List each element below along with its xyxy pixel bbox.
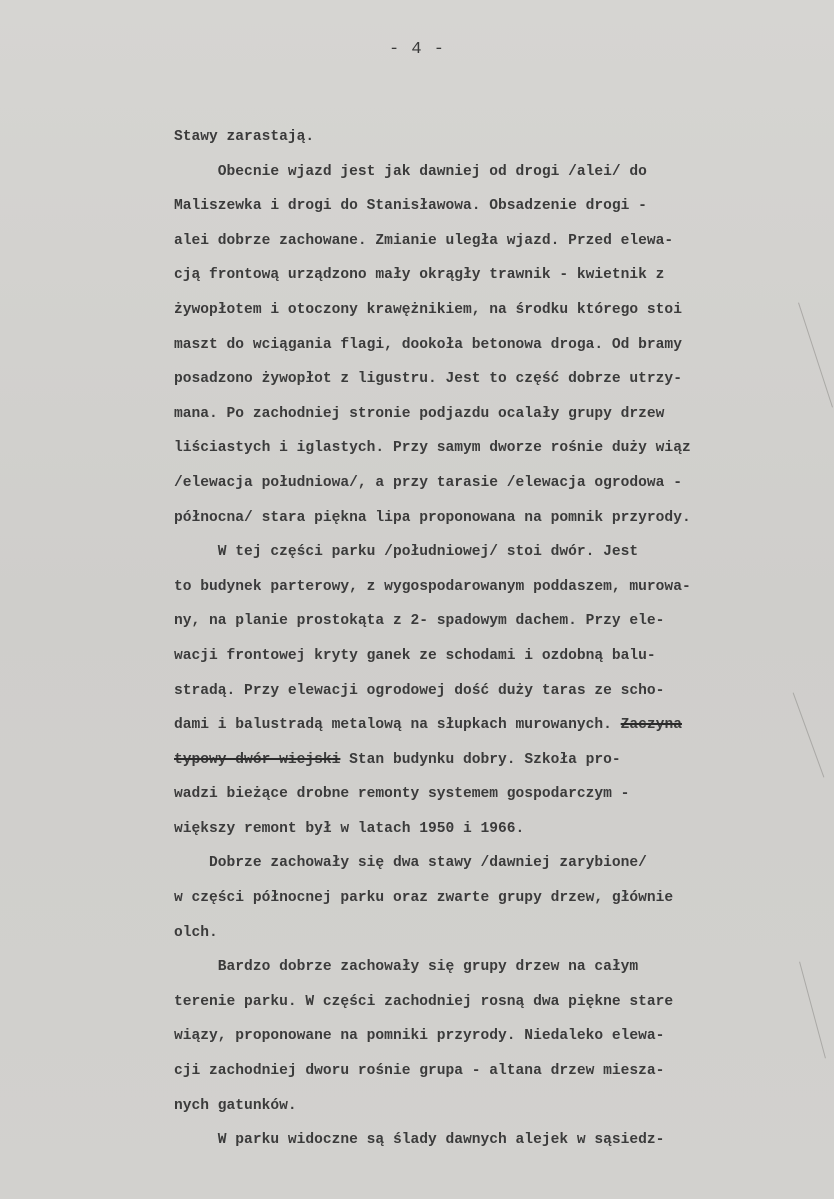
text-line: cji zachodniej dworu rośnie grupa - altana drzew miesza- (174, 1063, 665, 1080)
text-line (174, 712, 814, 747)
text-segment: dami i balustradą metalową na słupkach murowanych. (174, 717, 612, 734)
text-line: w części północnej parku oraz zwarte grupy drzew, głównie (174, 890, 674, 907)
text-line: żywopłotem i otoczony krawężnikiem, na środku którego stoi (174, 301, 682, 318)
text-line: Bardzo dobrze zachowały się grupy drzew na całym (174, 959, 639, 976)
page-number: - 4 - (388, 40, 445, 59)
text-line: stradą. Przy elewacji ogrodowej dość duży taras ze scho- (174, 682, 665, 699)
text-line: W parku widoczne są ślady dawnych alejek w sąsiedz- (174, 1132, 665, 1149)
text-line: terenie parku. W części zachodniej rosną dwa piękne stare (174, 993, 674, 1010)
text-line: wadzi bieżące drobne remonty systemem gospodarczym - (174, 786, 630, 803)
text-line: posadzono żywopłot z ligustru. Jest to część dobrze utrzy- (174, 371, 682, 388)
text-line: większy remont był w latach 1950 i 1966. (174, 820, 525, 837)
text-line: maszt do wciągania flagi, dookoła betonowa droga. Od bramy (174, 336, 682, 353)
struck-text: typowy dwór wiejski (174, 751, 341, 768)
struck-text: Zaczyna (620, 717, 682, 734)
text-line: nych gatunków. (174, 1097, 297, 1114)
text-line: Dobrze zachowały się dwa stawy /dawniej zarybione/ (174, 855, 647, 872)
body-text (174, 124, 814, 1162)
text-line: ny, na planie prostokąta z 2- spadowym dachem. Przy ele- (174, 613, 665, 630)
text-line: wacji frontowej kryty ganek ze schodami i ozdobną balu- (174, 647, 656, 664)
text-line: wiązy, proponowane na pomniki przyrody. Niedaleko elewa- (174, 1028, 665, 1045)
text-segment: Stan budynku dobry. Szkoła pro- (340, 751, 621, 768)
text-line: Obecnie wjazd jest jak dawniej od drogi /alei/ do (174, 163, 647, 180)
text-line: olch. (174, 924, 218, 941)
text-line: alei dobrze zachowane. Zmianie uległa wjazd. Przed elewa- (174, 232, 674, 249)
text-line: Stawy zarastają. (174, 129, 315, 145)
text-line: cją frontową urządzono mały okrągły trawnik - kwietnik z (174, 267, 665, 284)
text-line: /elewacja południowa/, a przy tarasie /elewacja ogrodowa - (174, 474, 682, 491)
text-line: to budynek parterowy, z wygospodarowanym poddaszem, murowa- (174, 578, 691, 595)
text-line: liściastych i iglastych. Przy samym dworze rośnie duży wiąz (174, 440, 691, 457)
text-line (174, 747, 814, 782)
text-line: północna/ stara piękna lipa proponowana na pomnik przyrody. (174, 509, 691, 526)
text-line: Maliszewka i drogi do Stanisławowa. Obsadzenie drogi - (174, 198, 647, 215)
text-line: mana. Po zachodniej stronie podjazdu ocalały grupy drzew (174, 405, 665, 422)
text-line: W tej części parku /południowej/ stoi dwór. Jest (174, 544, 639, 561)
